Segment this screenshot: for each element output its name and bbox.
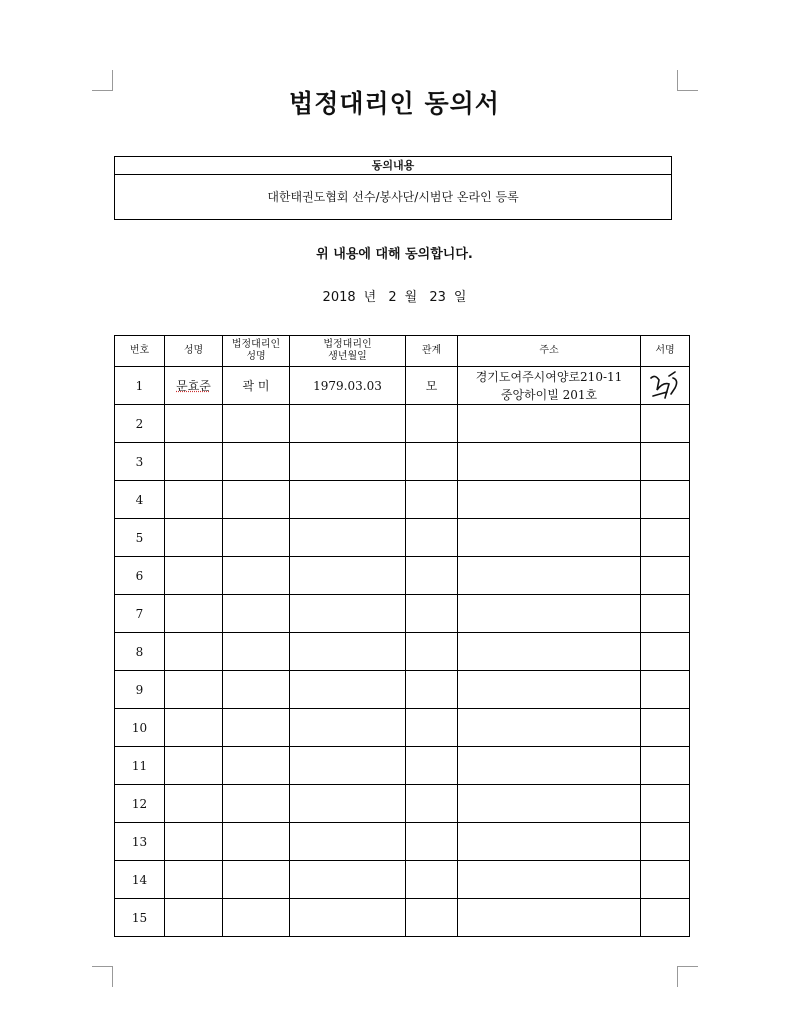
cell-address bbox=[458, 367, 641, 405]
header-rep-birth bbox=[290, 336, 406, 367]
table-row bbox=[115, 709, 690, 747]
handwritten-signature bbox=[645, 368, 685, 404]
cell-rep-name: 곽 미 bbox=[223, 367, 290, 405]
cell-no: 13 bbox=[115, 823, 165, 861]
cell-no: 4 bbox=[115, 481, 165, 519]
header-relation: 관계 bbox=[406, 336, 458, 367]
header-no: 번호 bbox=[115, 336, 165, 367]
agreement-statement: 위 내용에 대해 동의합니다. bbox=[316, 247, 473, 262]
cell-no: 2 bbox=[115, 405, 165, 443]
date-month: 2 bbox=[388, 290, 397, 305]
cell-no: 3 bbox=[115, 443, 165, 481]
table-row bbox=[115, 747, 690, 785]
header-address: 주소 bbox=[458, 336, 641, 367]
header-rep-name-line2: 성명 bbox=[246, 351, 266, 362]
table-row bbox=[115, 481, 690, 519]
header-rep-birth-line2: 생년월일 bbox=[328, 351, 367, 362]
cell-no: 8 bbox=[115, 633, 165, 671]
cell-no: 11 bbox=[115, 747, 165, 785]
header-rep-name bbox=[223, 336, 290, 367]
consent-box bbox=[114, 156, 672, 220]
table-row bbox=[115, 899, 690, 937]
address-line2: 중앙하이빌 201호 bbox=[500, 387, 598, 402]
cell-no: 14 bbox=[115, 861, 165, 899]
header-rep-name-line1: 법정대리인 bbox=[231, 339, 281, 350]
table-row bbox=[115, 861, 690, 899]
address-line1: 경기도여주시여양로210-11 bbox=[475, 369, 623, 384]
cell-no: 12 bbox=[115, 785, 165, 823]
date-year-unit: 년 bbox=[363, 290, 377, 305]
table-row bbox=[115, 633, 690, 671]
table-row bbox=[115, 443, 690, 481]
document-title: 법정대리인 동의서 bbox=[289, 89, 500, 118]
table-row bbox=[115, 785, 690, 823]
table-header-row bbox=[115, 336, 690, 367]
cell-name: 문효준 bbox=[165, 367, 223, 405]
page-corner-mark bbox=[677, 966, 698, 987]
header-signature: 서명 bbox=[641, 336, 690, 367]
page-corner-mark bbox=[92, 966, 113, 987]
date-month-unit: 월 bbox=[404, 290, 418, 305]
table-row bbox=[115, 671, 690, 709]
table-row bbox=[115, 519, 690, 557]
header-name: 성명 bbox=[165, 336, 223, 367]
cell-no: 10 bbox=[115, 709, 165, 747]
cell-no: 5 bbox=[115, 519, 165, 557]
table-row bbox=[115, 367, 690, 405]
header-rep-birth-line1: 법정대리인 bbox=[323, 339, 372, 350]
cell-no: 7 bbox=[115, 595, 165, 633]
cell-no: 6 bbox=[115, 557, 165, 595]
table-row bbox=[115, 405, 690, 443]
date-day-unit: 일 bbox=[453, 290, 467, 305]
date-line bbox=[0, 286, 789, 305]
date-day: 23 bbox=[429, 290, 446, 305]
consent-header: 동의내용 bbox=[115, 157, 671, 175]
cell-no: 1 bbox=[115, 367, 165, 405]
table-row bbox=[115, 595, 690, 633]
table-row bbox=[115, 557, 690, 595]
cell-rep-birth: 1979.03.03 bbox=[290, 367, 406, 405]
cell-no: 9 bbox=[115, 671, 165, 709]
date-year: 2018 bbox=[322, 290, 356, 305]
consent-content: 대한태권도협회 선수/봉사단/시범단 온라인 등록 bbox=[267, 190, 519, 204]
cell-relation: 모 bbox=[406, 367, 458, 405]
guardian-table bbox=[114, 335, 690, 937]
cell-no: 15 bbox=[115, 899, 165, 937]
table-row bbox=[115, 823, 690, 861]
cell-signature bbox=[641, 367, 690, 405]
